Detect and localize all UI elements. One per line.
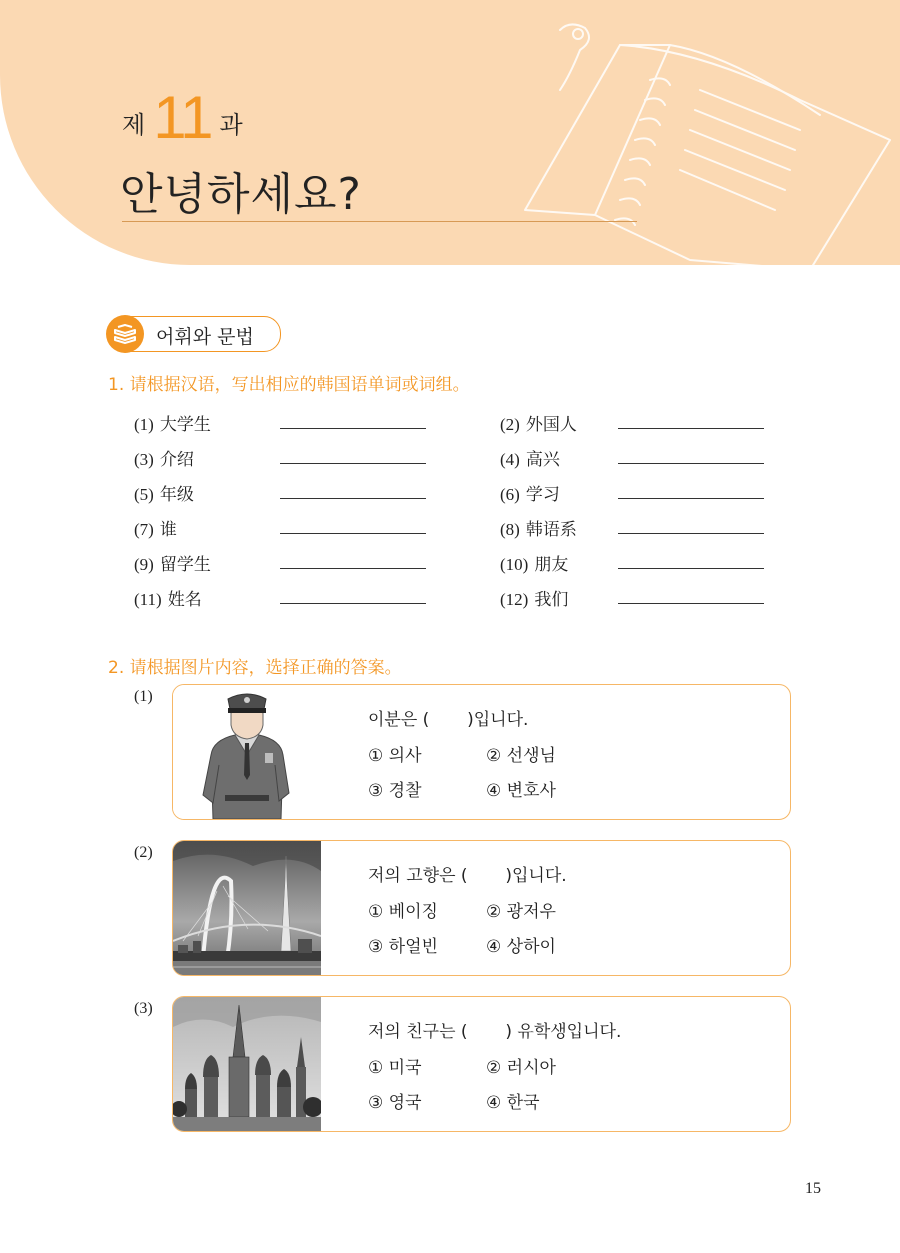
question-label: (2) [134,844,153,861]
option-1[interactable]: ① 미국 [368,1058,422,1078]
option-2[interactable]: ② 선생님 [486,746,556,766]
vocab-item [500,445,560,470]
vocab-word: 外国人 [525,415,577,435]
vocab-num: (6) [500,485,520,504]
lesson-suffix: 과 [219,111,243,139]
answer-blank[interactable] [280,603,426,604]
option-3[interactable]: ③ 영국 [368,1093,422,1113]
lesson-number-line [122,84,243,151]
page-number: 15 [805,1180,821,1197]
section-badge [107,316,281,352]
vocab-item [500,480,560,505]
lesson-title: 안녕하세요? [120,169,362,220]
vocab-word: 年级 [159,485,194,505]
option-2[interactable]: ② 광저우 [486,902,556,922]
q2-heading: 2. 请根据图片内容，选择正确的答案。 [108,658,402,678]
vocab-word: 介绍 [159,450,194,470]
vocab-word: 朋友 [534,555,569,575]
answer-blank[interactable] [618,463,764,464]
option-4[interactable]: ④ 한국 [486,1093,540,1113]
answer-blank[interactable] [280,533,426,534]
vocab-num: (8) [500,520,520,539]
option-4[interactable]: ④ 변호사 [486,781,556,801]
vocab-word: 我们 [534,590,569,610]
question-box [172,840,791,976]
vocab-num: (2) [500,415,520,434]
vocab-num: (10) [500,555,529,574]
vocab-item [134,515,177,540]
vocab-item [134,410,211,435]
cathedral-image [173,997,321,1131]
answer-blank[interactable] [280,498,426,499]
vocab-item [134,585,202,610]
city-bridge-image [173,841,321,975]
vocab-word: 韩语系 [525,520,577,540]
answer-blank[interactable] [618,498,764,499]
vocab-num: (5) [134,485,154,504]
option-1[interactable]: ① 베이징 [368,902,438,922]
police-officer-image [173,685,321,819]
option-2[interactable]: ② 러시아 [486,1058,556,1078]
vocab-num: (1) [134,415,154,434]
question-sentence: 이분은 ( )입니다. [368,710,529,730]
vocab-item [134,445,194,470]
option-3[interactable]: ③ 경찰 [368,781,422,801]
q1-heading: 1. 请根据汉语，写出相应的韩国语单词或词组。 [108,375,470,395]
answer-blank[interactable] [280,463,426,464]
vocab-num: (12) [500,590,529,609]
vocab-word: 谁 [159,520,177,540]
vocab-num: (9) [134,555,154,574]
title-underline [122,221,637,222]
vocab-item [134,480,194,505]
vocab-word: 留学生 [159,555,211,575]
option-3[interactable]: ③ 하얼빈 [368,937,438,957]
notebook-illustration [500,20,900,265]
vocab-item [500,515,577,540]
vocab-word: 姓名 [167,590,202,610]
question-label: (3) [134,1000,153,1017]
vocab-num: (4) [500,450,520,469]
vocab-num: (11) [134,590,162,609]
answer-blank[interactable] [618,603,764,604]
vocab-num: (3) [134,450,154,469]
question-label: (1) [134,688,153,705]
question-box [172,684,791,820]
vocab-item [500,550,568,575]
vocab-word: 学习 [525,485,560,505]
books-icon [106,315,144,353]
vocab-word: 高兴 [525,450,560,470]
vocab-num: (7) [134,520,154,539]
answer-blank[interactable] [618,533,764,534]
option-1[interactable]: ① 의사 [368,746,422,766]
answer-blank[interactable] [280,428,426,429]
answer-blank[interactable] [618,428,764,429]
question-sentence: 저의 고향은 ( )입니다. [368,866,567,886]
lesson-number: 11 [153,84,212,151]
lesson-prefix: 제 [122,111,146,139]
answer-blank[interactable] [280,568,426,569]
answer-blank[interactable] [618,568,764,569]
option-4[interactable]: ④ 상하이 [486,937,556,957]
vocab-item [500,585,568,610]
section-label: 어휘와 문법 [156,326,254,348]
vocab-item [134,550,211,575]
vocab-item [500,410,577,435]
question-sentence: 저의 친구는 ( ) 유학생입니다. [368,1022,622,1042]
question-box [172,996,791,1132]
vocab-word: 大学生 [159,415,211,435]
